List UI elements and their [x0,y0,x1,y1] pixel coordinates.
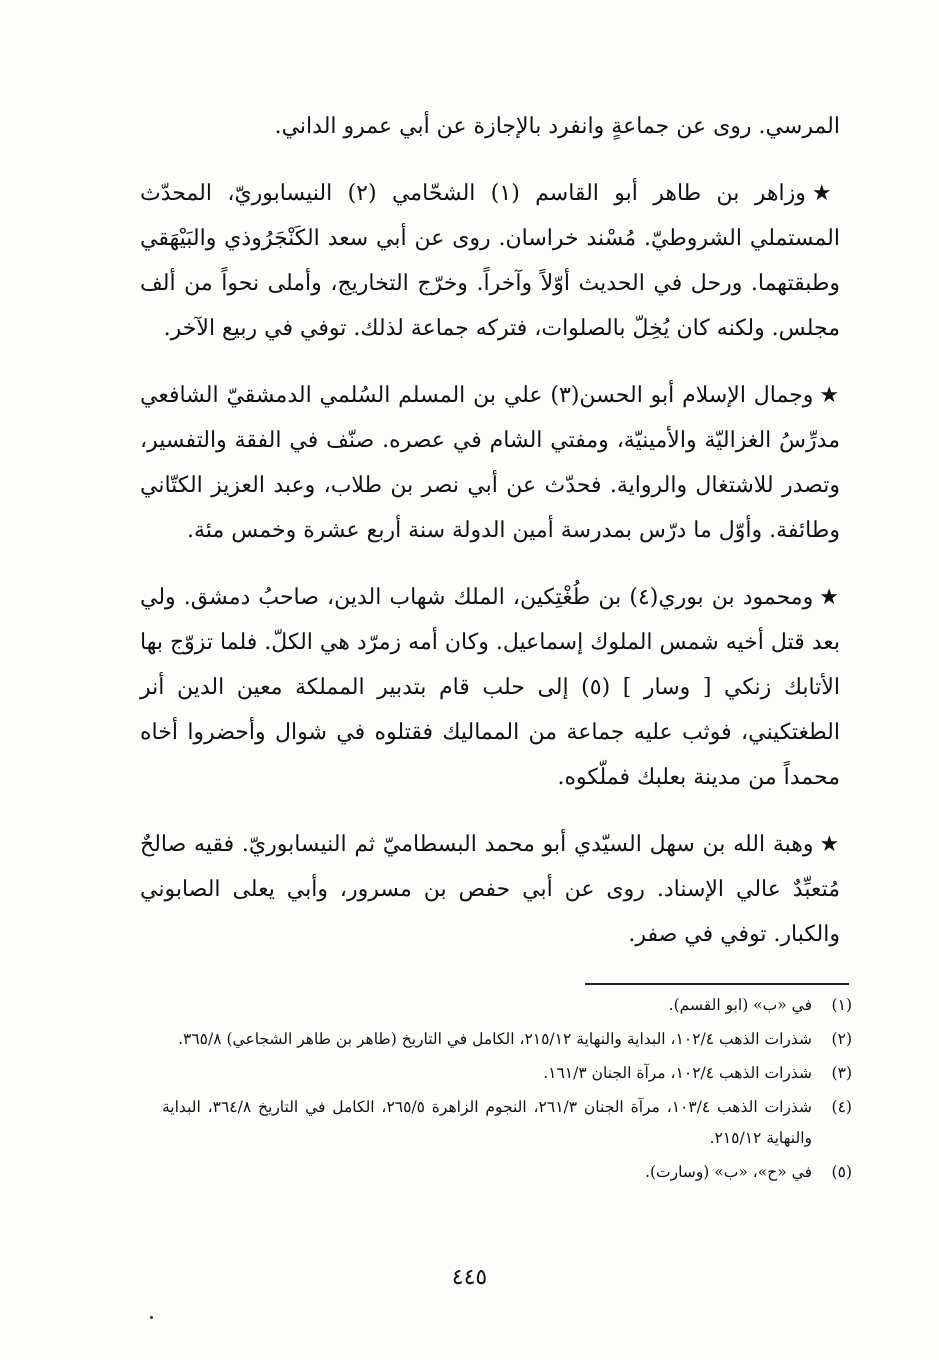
footnote-2 [162,1024,852,1055]
paragraph-text: وزاهر بن طاهر أبو القاسم (١) الشحّامي (٢) النيسابوريّ، المحدّث المستملي الشروطيّ. مُسْند خراسان. روى عن أبي سعد الكَنْجَرُوذي والبَيْهَقي وطبقتهما. ورحل في الحديث أوّلاً وآخراً. وخرّج التخاريج، وأملى نحواً من ألف مجلس. ولكنه كان يُخِلّ بالصلوات، فتركه جماعة لذلك. توفي في ربيع الآخر. [140,181,840,341]
footnote-text: شذرات الذهب ١٠٣/٤، مرآة الجنان ٢٦١/٣، النجوم الزاهرة ٢٦٥/٥، الكامل في التاريخ ٣٦٤/٨، البداية والنهاية ٢١٥/١٢. [162,1098,812,1147]
footnote-text: في «ح»، «ب» (وسارت). [645,1163,812,1181]
paragraph-2 [140,171,840,351]
paragraph-text: ومحمود بن بوري(٤) بن طُغْتِكين، الملك شهاب الدين، صاحبُ دمشق. ولي بعد قتل أخيه شمس الملوك إسماعيل. وكان أمه زمرّد هي الكلّ. فلما تزوّج بها الأتابك زنكي [ وسار ] (٥) إلى حلب قام بتدبير المملكة معين الدين أنر الطغتكيني، فوثب عليه جماعة من المماليك فقتلوه في شوال وأحضروا أخاه محمداً من مدينة بعلبك فملّكوه. [140,585,840,790]
footnote-3 [162,1058,852,1089]
paragraph-3 [140,373,840,553]
paragraph-text: وهبة الله بن سهل السيّدي أبو محمد البسطاميّ ثم النيسابوريّ. فقيه صالحٌ مُتعبِّدٌ عالي الإسناد. روى عن أبي حفص بن مسرور، وأبي يعلى الصابوني والكبار. توفي في صفر. [140,832,840,947]
footnote-number: (٥) [831,1163,852,1181]
paragraph-5 [140,822,840,957]
main-text [140,104,840,957]
star-icon: ★ [819,383,840,408]
paragraph-text: وجمال الإسلام أبو الحسن(٣) علي بن المسلم السُلمي الدمشقيّ الشافعي مدرِّسُ الغزاليّة والأمينيّة، ومفتي الشام في عصره. صنّف في الفقة والتفسير، وتصدر للاشتغال والرواية. فحدّث عن أبي نصر بن طلاب، وعبد العزيز الكتّاني وطائفة. وأوّل ما درّس بمدرسة أمين الدولة سنة أربع عشرة وخمس مئة. [140,383,840,543]
paragraph-1 [140,104,840,149]
scan-speck [150,1316,153,1319]
footnote-number: (٣) [831,1064,852,1082]
star-icon: ★ [811,181,840,206]
footnote-number: (٢) [831,1030,852,1048]
footnote-4 [162,1092,852,1154]
footnote-number: (١) [831,996,852,1014]
paragraph-4 [140,575,840,800]
footnote-divider [585,983,849,985]
footnote-text: شذرات الذهب ١٠٢/٤، مرآة الجنان ١٦١/٣. [543,1064,812,1082]
page-number: ٤٤٥ [451,1265,488,1290]
star-icon: ★ [819,832,840,857]
star-icon: ★ [819,585,841,610]
footnote-text: في «ب» (ابو القسم). [668,996,812,1014]
footnote-5 [162,1157,852,1188]
paragraph-text: المرسي. روى عن جماعةٍ وانفرد بالإجازة عن أبي عمرو الداني. [274,114,840,139]
footnote-text: شذرات الذهب ١٠٢/٤، البداية والنهاية ٢١٥/١٢، الكامل في التاريخ (طاهر بن طاهر الشجاعي) ٣٦٥/٨. [178,1030,812,1048]
footnote-number: (٤) [831,1098,852,1116]
footnote-1 [162,990,852,1021]
footnotes [162,990,852,1191]
